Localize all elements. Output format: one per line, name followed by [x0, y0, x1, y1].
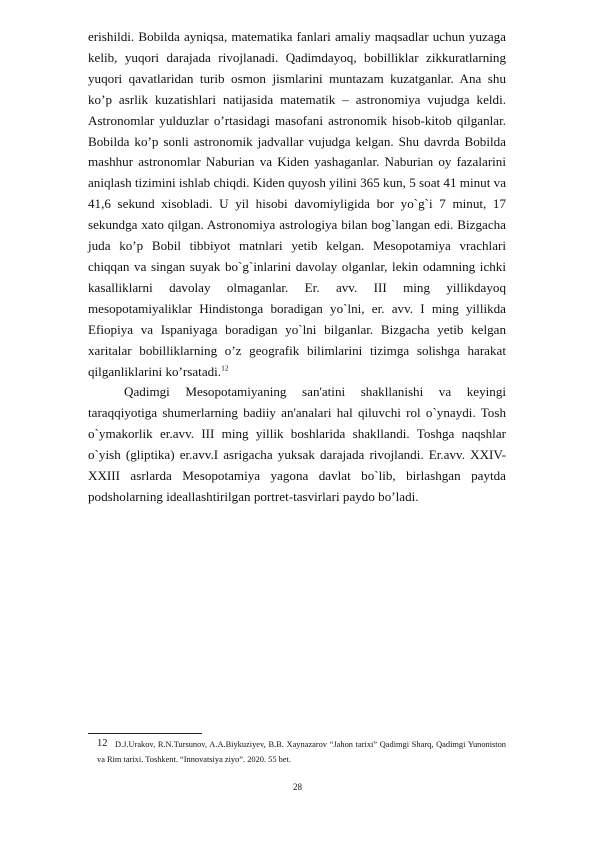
paragraph-2-text: Qadimgi Mesopotamiyaning san'atini shakllanishi va keyingi taraqqiyotiga shumerlarning badiiy an'analari hal qiluvchi rol o`ynaydi. Tosh o`ymakorlik er.avv. III ming yillik boshlarida shakllandi. Toshga naqshlar o`yish (gliptika) er.avv.I asrigacha yuksak darajada rivojlandi. Er.avv. XXIV- XXIII asrlarda Mesopotamiya yagona davlat bo`lib, birlashgan paytda podsholarning ideallashtirilgan portret-tasvirlari paydo bo’ladi.: [88, 384, 506, 504]
footnote-text: D.J.Urakov, R.N.Tursunov, A.A.Biykuziyev, B.B. Xaynazarov “Jahon tarixi” Qadimgi Sharq, Qadimgi Yunoniston va Rim tarixi. Toshkent. “Innovatsiya ziyo”. 2020. 55 bet.: [97, 740, 506, 764]
footnote-separator: [88, 733, 202, 734]
paragraph-1: [88, 27, 506, 382]
page-number: 28: [293, 782, 302, 792]
footnote-number: 12: [97, 738, 108, 749]
paragraph-2: [88, 382, 506, 507]
footnote: [97, 737, 506, 767]
footnote-reference[interactable]: 12: [221, 363, 229, 373]
body-text: [88, 27, 506, 508]
paragraph-1-text: erishildi. Bobilda ayniqsa, matematika fanlari amaliy maqsadlar uchun yuzaga kelib, yuqori darajada rivojlanadi. Qadimdayoq, bobilliklar zikkuratlarning yuqori qavatlaridan turib osmon jismlarini muntazam kuzatganlar. Ana shu ko’p asrlik kuzatishlari natijasida matematik – astronomiya vujudga keldi. Astronomlar yulduzlar o’rtasidagi masofani astronomik hisob-kitob qilganlar. Bobilda ko’p sonli astronomik jadvallar vujudga kelgan. Shu davrda Bobilda mashhur astronomlar Naburian va Kiden yashaganlar. Naburian oy fazalarini aniqlash tizimini ishlab chiqdi. Kiden quyosh yilini 365 kun, 5 soat 41 minut va 41,6 sekund xisobladi. U yil hisobi davomiyligida bor yo`g`i 7 minut, 17 sekundga xato qilgan. Astronomiya astrologiya bilan bog`langan edi. Bizgacha juda ko’p Bobil tibbiyot matnlari yetib kelgan. Mesopotamiya vrachlari chiqqan va singan suyak bo`g`inlarini davolay olganlar, lekin odamning ichki kasalliklarni davolay olmaganlar. Er. avv. III ming yillikdayoq mesopotamiyaliklar Hindistonga boradigan yo`lni, er. avv. I ming yillikda Efiopiya va Ispaniyaga boradigan yo`lni bilganlar. Bizgacha yetib kelgan xaritalar bobilliklarning o’z geografik bilimlarini tizimga solishga harakat qilganliklarini ko’rsatadi.: [88, 29, 506, 379]
